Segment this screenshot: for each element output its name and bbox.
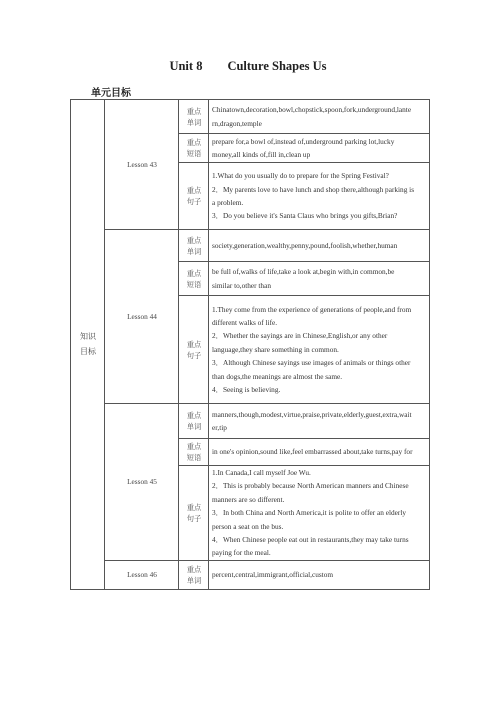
- content-line: 3．Do you believe it's Santa Claus who brings you gifts,Brian?: [212, 211, 398, 221]
- table-row: [71, 560, 430, 589]
- type-label: 重点 单词: [186, 235, 202, 256]
- content-line: manners are so different.: [212, 494, 285, 504]
- content-cell: [209, 163, 430, 230]
- content-line: in one's opinion,sound like,feel embarrassed about,take turns,pay for: [212, 447, 413, 457]
- type-cell: [179, 560, 209, 589]
- type-cell: [179, 100, 209, 134]
- type-label: 重点 短语: [186, 138, 202, 158]
- type-cell: [179, 466, 209, 561]
- lesson-cell: [105, 560, 179, 589]
- content-cell: [209, 134, 430, 163]
- content-line: than dogs,the meanings are almost the same.: [212, 371, 343, 381]
- type-cell: [179, 404, 209, 439]
- table-row: [71, 230, 430, 262]
- content-line: 3．In both China and North America,it is polite to offer an elderly: [212, 508, 406, 518]
- type-cell: [179, 439, 209, 466]
- type-cell: [179, 163, 209, 230]
- type-label: 重点 短语: [186, 268, 202, 289]
- lesson-label: Lesson 43: [127, 159, 157, 169]
- lesson-label: Lesson 44: [127, 311, 157, 321]
- content-line: paying for the meal.: [212, 548, 271, 558]
- content-line: language,they share something in common.: [212, 344, 339, 354]
- type-label: 重点 单词: [186, 564, 202, 585]
- content-line: 3．Although Chinese sayings use images of animals or things other: [212, 358, 411, 368]
- content-line: a problem.: [212, 198, 244, 207]
- type-label: 重点 短语: [186, 442, 202, 462]
- content-cell: [209, 100, 430, 134]
- content-cell: [209, 439, 430, 466]
- content-line: person a seat on the bus.: [212, 521, 284, 531]
- content-line: rn,dragon,temple: [212, 118, 262, 128]
- lesson-cell: [105, 230, 179, 404]
- table-row: [71, 404, 430, 439]
- content-line: percent,central,immigrant,official,custom: [212, 570, 334, 580]
- content-line: 2．Whether the sayings are in Chinese,English,or any other: [212, 331, 388, 341]
- content-line: 1.In Canada,I call myself Joe Wu.: [212, 468, 311, 477]
- category-label: 知识 目标: [80, 332, 96, 357]
- type-label: 重点 句子: [186, 502, 202, 523]
- content-line: prepare for,a bowl of,instead of,underground parking lot,lucky: [212, 136, 395, 146]
- type-cell: [179, 262, 209, 296]
- content-line: 2．This is probably because North American manners and Chinese: [212, 481, 409, 491]
- content-cell: [209, 404, 430, 439]
- content-line: 4．Seeing is believing.: [212, 385, 281, 395]
- type-cell: [179, 134, 209, 163]
- unit-title: Unit 8 Culture Shapes Us: [169, 59, 327, 73]
- content-line: 1.What do you usually do to prepare for the Spring Festival?: [212, 171, 389, 181]
- content-line: be full of,walks of life,take a look at,begin with,in common,be: [212, 267, 395, 277]
- type-cell: [179, 230, 209, 262]
- content-line: society,generation,wealthy,penny,pound,foolish,whether,human: [212, 240, 398, 250]
- type-cell: [179, 296, 209, 404]
- content-line: different walks of life.: [212, 317, 278, 327]
- type-label: 重点 句子: [186, 186, 202, 206]
- content-cell: [209, 230, 430, 262]
- content-line: er,tip: [212, 423, 227, 432]
- type-label: 重点 单词: [186, 106, 202, 127]
- content-line: Chinatown,decoration,bowl,chopstick,spoon,fork,underground,lante: [212, 105, 412, 115]
- section-subtitle: 单元目标: [91, 88, 131, 99]
- content-line: manners,though,modest,virtue,praise,private,elderly,guest,extra,wait: [212, 409, 412, 419]
- content-line: 2．My parents love to have lunch and shop there,although parking is: [212, 184, 415, 194]
- content-line: similar to,other than: [212, 280, 271, 290]
- goals-table: [70, 99, 430, 590]
- content-cell: [209, 262, 430, 296]
- table-row: [71, 100, 430, 134]
- content-cell: [209, 296, 430, 404]
- content-cell: [209, 466, 430, 561]
- content-line: 4．When Chinese people eat out in restaurants,they may take turns: [212, 535, 409, 545]
- lesson-cell: [105, 404, 179, 561]
- lesson-label: Lesson 45: [127, 477, 157, 487]
- content-line: money,all kinds of,fill in,clean up: [212, 150, 311, 159]
- lesson-cell: [105, 100, 179, 230]
- lesson-label: Lesson 46: [127, 570, 157, 580]
- type-label: 重点 单词: [186, 411, 202, 431]
- content-line: 1.They come from the experience of generations of people,and from: [212, 304, 412, 314]
- type-label: 重点 句子: [186, 339, 202, 360]
- content-cell: [209, 560, 430, 589]
- category-cell: [71, 100, 105, 590]
